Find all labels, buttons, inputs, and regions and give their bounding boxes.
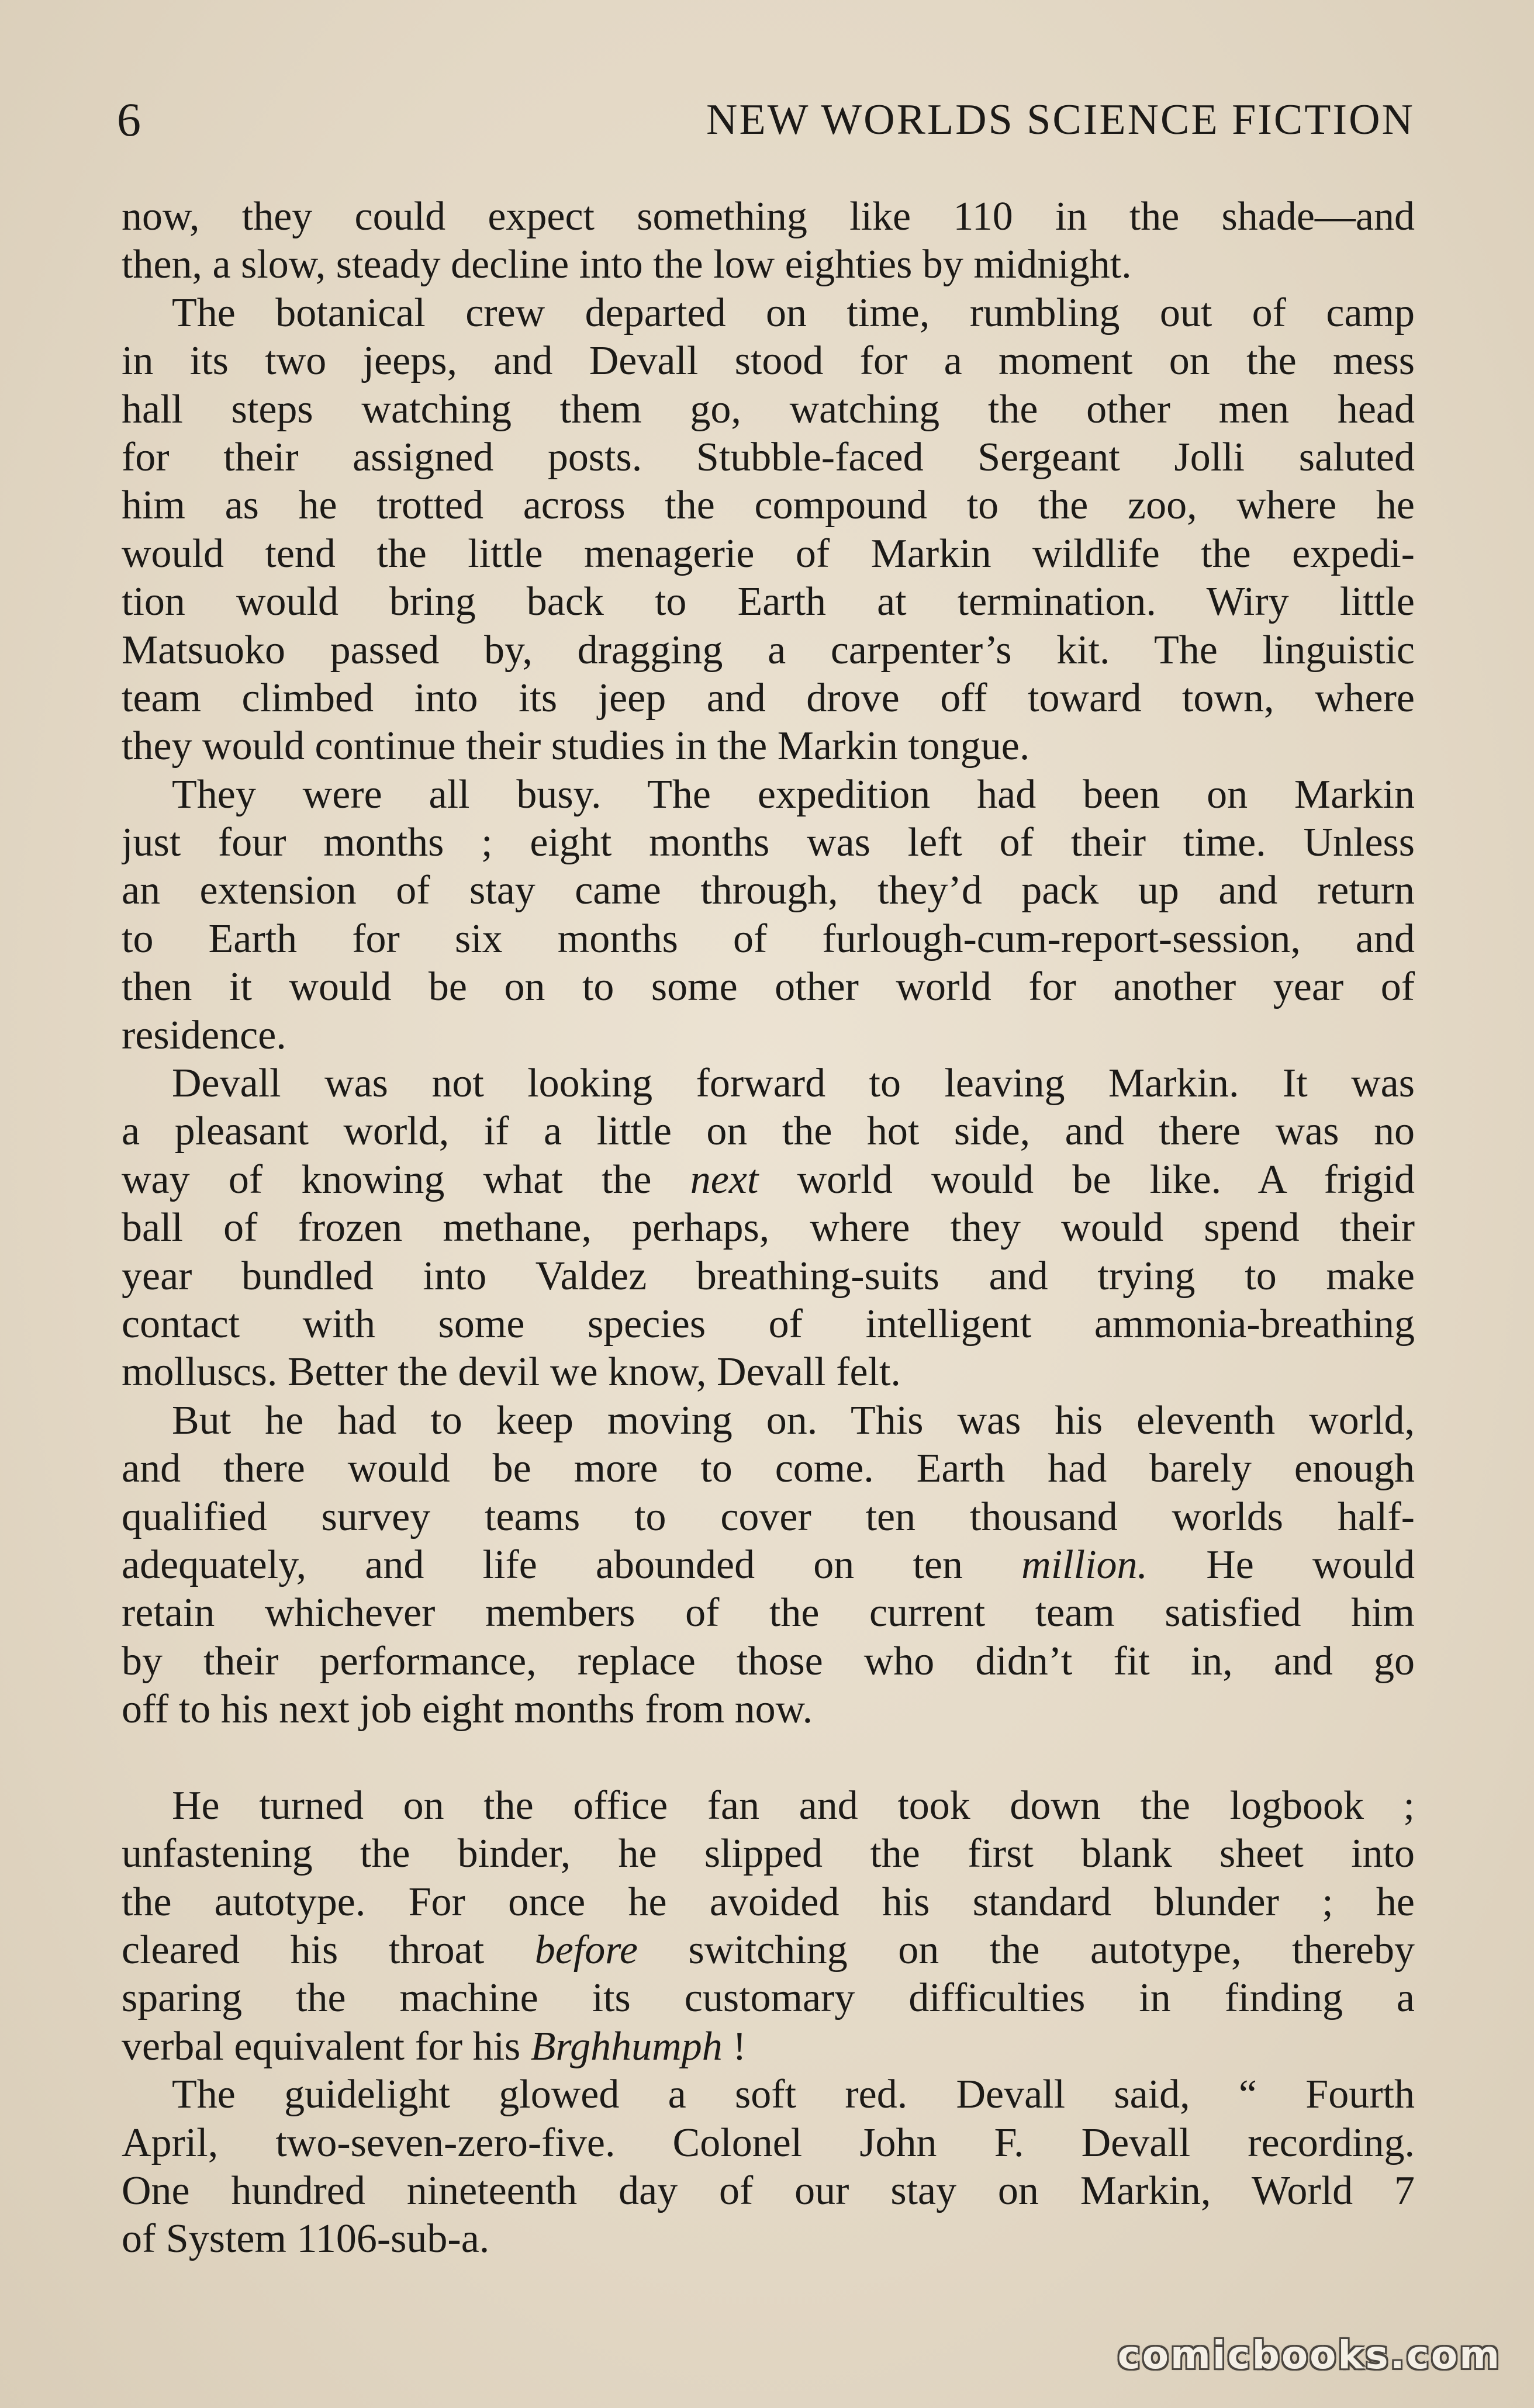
text-line: hall steps watching them go, watching the other men head <box>122 386 1415 432</box>
text-line: cleared his throat before switching on the autotype, thereby <box>122 1928 1415 1973</box>
text-line: One hundred nineteenth day of our stay on Markin, World 7 <box>122 2168 1415 2214</box>
italic-text: million. <box>1021 1542 1148 1587</box>
text-line: year bundled into Valdez breathing-suits and trying to make <box>122 1253 1415 1299</box>
text-line: He turned on the office fan and took down the logbook ; <box>172 1783 1415 1828</box>
text-line: way of knowing what the next world would be like. A frigid <box>122 1157 1415 1202</box>
running-title: NEW WORLDS SCIENCE FICTION <box>706 96 1415 144</box>
text-line: Matsuoko passed by, dragging a carpenter’s kit. The linguistic <box>122 627 1415 673</box>
text-line: qualified survey teams to cover ten thousand worlds half- <box>122 1494 1415 1539</box>
text-line: ball of frozen methane, perhaps, where they would spend their <box>122 1205 1415 1251</box>
text-line: to Earth for six months of furlough-cum-report-session, and <box>122 916 1415 961</box>
text-line: for their assigned posts. Stubble-faced Sergeant Jolli saluted <box>122 434 1415 480</box>
text-line: now, they could expect something like 110 in the shade—and <box>122 194 1415 239</box>
text-line: The botanical crew departed on time, rumbling out of camp <box>172 290 1415 335</box>
text-line: then it would be on to some other world for another year of <box>122 964 1415 1010</box>
text-line: sparing the machine its customary difficulties in finding a <box>122 1975 1415 2021</box>
text-line: an extension of stay came through, they’d pack up and return <box>122 868 1415 914</box>
text-line: verbal equivalent for his Brghhumph ! <box>122 2023 747 2069</box>
text-line: just four months ; eight months was left of their time. Unless <box>122 820 1415 866</box>
text-line: in its two jeeps, and Devall stood for a moment on the mess <box>122 338 1415 384</box>
text-line: and there would be more to come. Earth had barely enough <box>122 1446 1415 1492</box>
text-line: April, two-seven-zero-five. Colonel John F. Devall recording. <box>122 2120 1415 2165</box>
text-line: But he had to keep moving on. This was his eleventh world, <box>172 1397 1415 1443</box>
text-line: the autotype. For once he avoided his standard blunder ; he <box>122 1879 1415 1925</box>
text-line: Devall was not looking forward to leaving Markin. It was <box>172 1061 1415 1106</box>
italic-text: before <box>534 1928 638 1973</box>
section-break <box>122 1734 1415 1782</box>
body-text <box>122 193 1415 2264</box>
text-line: retain whichever members of the current team satisfied him <box>122 1590 1415 1636</box>
text-line: tion would bring back to Earth at termination. Wiry little <box>122 579 1415 625</box>
text-line: off to his next job eight months from now. <box>122 1687 813 1732</box>
text-line: him as he trotted across the compound to the zoo, where he <box>122 483 1415 528</box>
text-line: residence. <box>122 1012 286 1058</box>
text-line: then, a slow, steady decline into the low eighties by midnight. <box>122 242 1132 288</box>
text-line: of System 1106-sub-a. <box>122 2216 490 2262</box>
text-line: The guidelight glowed a soft red. Devall said, “ Fourth <box>172 2072 1415 2118</box>
italic-text: Brghhumph <box>530 2023 723 2069</box>
text-line: by their performance, replace those who didn’t fit in, and go <box>122 1638 1415 1684</box>
text-line: team climbed into its jeep and drove off toward town, where <box>122 675 1415 721</box>
text-line: contact with some species of intelligent ammonia-breathing <box>122 1301 1415 1347</box>
text-line: adequately, and life abounded on ten million. He would <box>122 1542 1415 1587</box>
page-header <box>117 88 1415 152</box>
text-line: molluscs. Better the devil we know, Devall felt. <box>122 1350 901 1395</box>
text-line: they would continue their studies in the Markin tongue. <box>122 724 1030 769</box>
text-line: They were all busy. The expedition had been on Markin <box>172 771 1415 817</box>
watermark: comicbooks.com <box>1117 2333 1501 2378</box>
italic-text: next <box>690 1157 759 1202</box>
text-line: a pleasant world, if a little on the hot side, and there was no <box>122 1109 1415 1154</box>
text-line: unfastening the binder, he slipped the first blank sheet into <box>122 1831 1415 1877</box>
page-number: 6 <box>117 93 141 146</box>
text-line: would tend the little menagerie of Markin wildlife the expedi- <box>122 531 1415 576</box>
